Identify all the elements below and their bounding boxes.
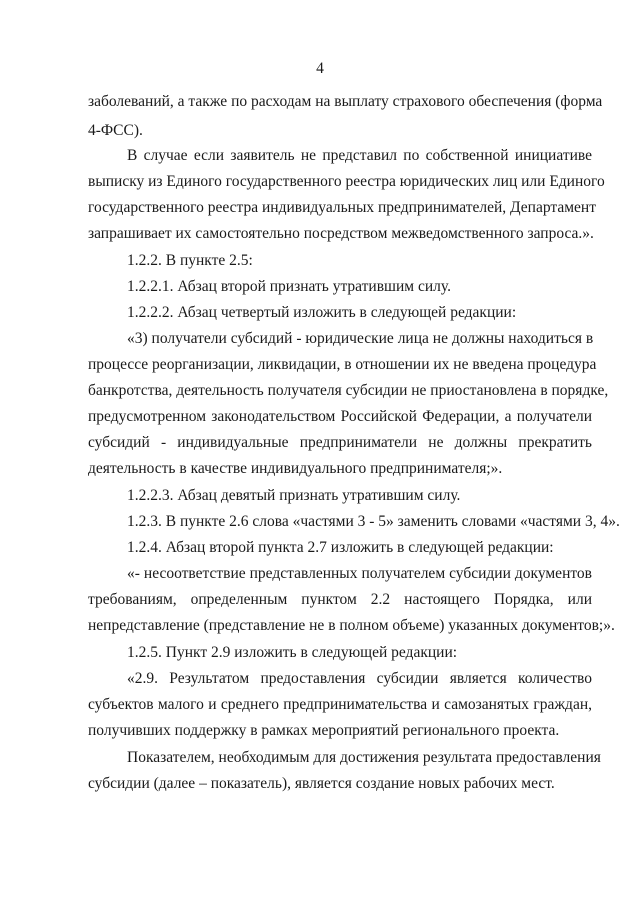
text-line: 1.2.2.3. Абзац девятый признать утратившим силу. [127,487,461,504]
text-line: субъектов малого и среднего предпринимательства и самозанятых граждан, [88,696,592,713]
text-line: 4-ФСС). [88,122,143,139]
text-line: деятельность в качестве индивидуального предпринимателя;». [88,460,503,477]
text-line: В случае если заявитель не представил по собственной инициативе [127,147,592,164]
text-line: выписку из Единого государственного реестра юридических лиц или Единого [88,173,605,190]
text-line: субсидий - индивидуальные предприниматели не должны прекратить [88,434,592,451]
text-line: Показателем, необходимым для достижения результата предоставления [127,749,601,766]
text-line: непредставление (представление не в полном объеме) указанных документов;». [88,617,615,634]
text-line: 1.2.5. Пункт 2.9 изложить в следующей редакции: [127,644,458,661]
text-line: 1.2.3. В пункте 2.6 слова «частями 3 - 5» заменить словами «частями 3, 4». [127,513,620,530]
text-line: «3) получатели субсидий - юридические лица не должны находиться в [127,330,594,347]
text-line: государственного реестра индивидуальных предпринимателей, Департамент [88,199,596,216]
text-line: «2.9. Результатом предоставления субсидии является количество [127,670,592,687]
text-line: банкротства, деятельность получателя субсидии не приостановлена в порядке, [88,382,609,399]
page-number: 4 [316,60,324,77]
text-line: получивших поддержку в рамках мероприятий регионального проекта. [88,722,560,739]
text-line: запрашивает их самостоятельно посредством межведомственного запроса.». [88,225,594,242]
text-line: процессе реорганизации, ликвидации, в отношении их не введена процедура [88,356,597,373]
text-line: 1.2.2. В пункте 2.5: [127,252,253,269]
text-line: 1.2.2.1. Абзац второй признать утратившим силу. [127,278,451,295]
text-line: «- несоответствие представленных получателем субсидии документов [127,565,592,582]
text-line: 1.2.2.2. Абзац четвертый изложить в следующей редакции: [127,304,517,321]
text-line: требованиям, определенным пунктом 2.2 настоящего Порядка, или [88,591,592,608]
text-line: субсидии (далее – показатель), является создание новых рабочих мест. [88,775,555,792]
text-line: 1.2.4. Абзац второй пункта 2.7 изложить в следующей редакции: [127,539,554,556]
text-line: предусмотренном законодательством Российской Федерации, а получатели [88,408,592,425]
text-line: заболеваний, а также по расходам на выплату страхового обеспечения (форма [88,93,603,110]
